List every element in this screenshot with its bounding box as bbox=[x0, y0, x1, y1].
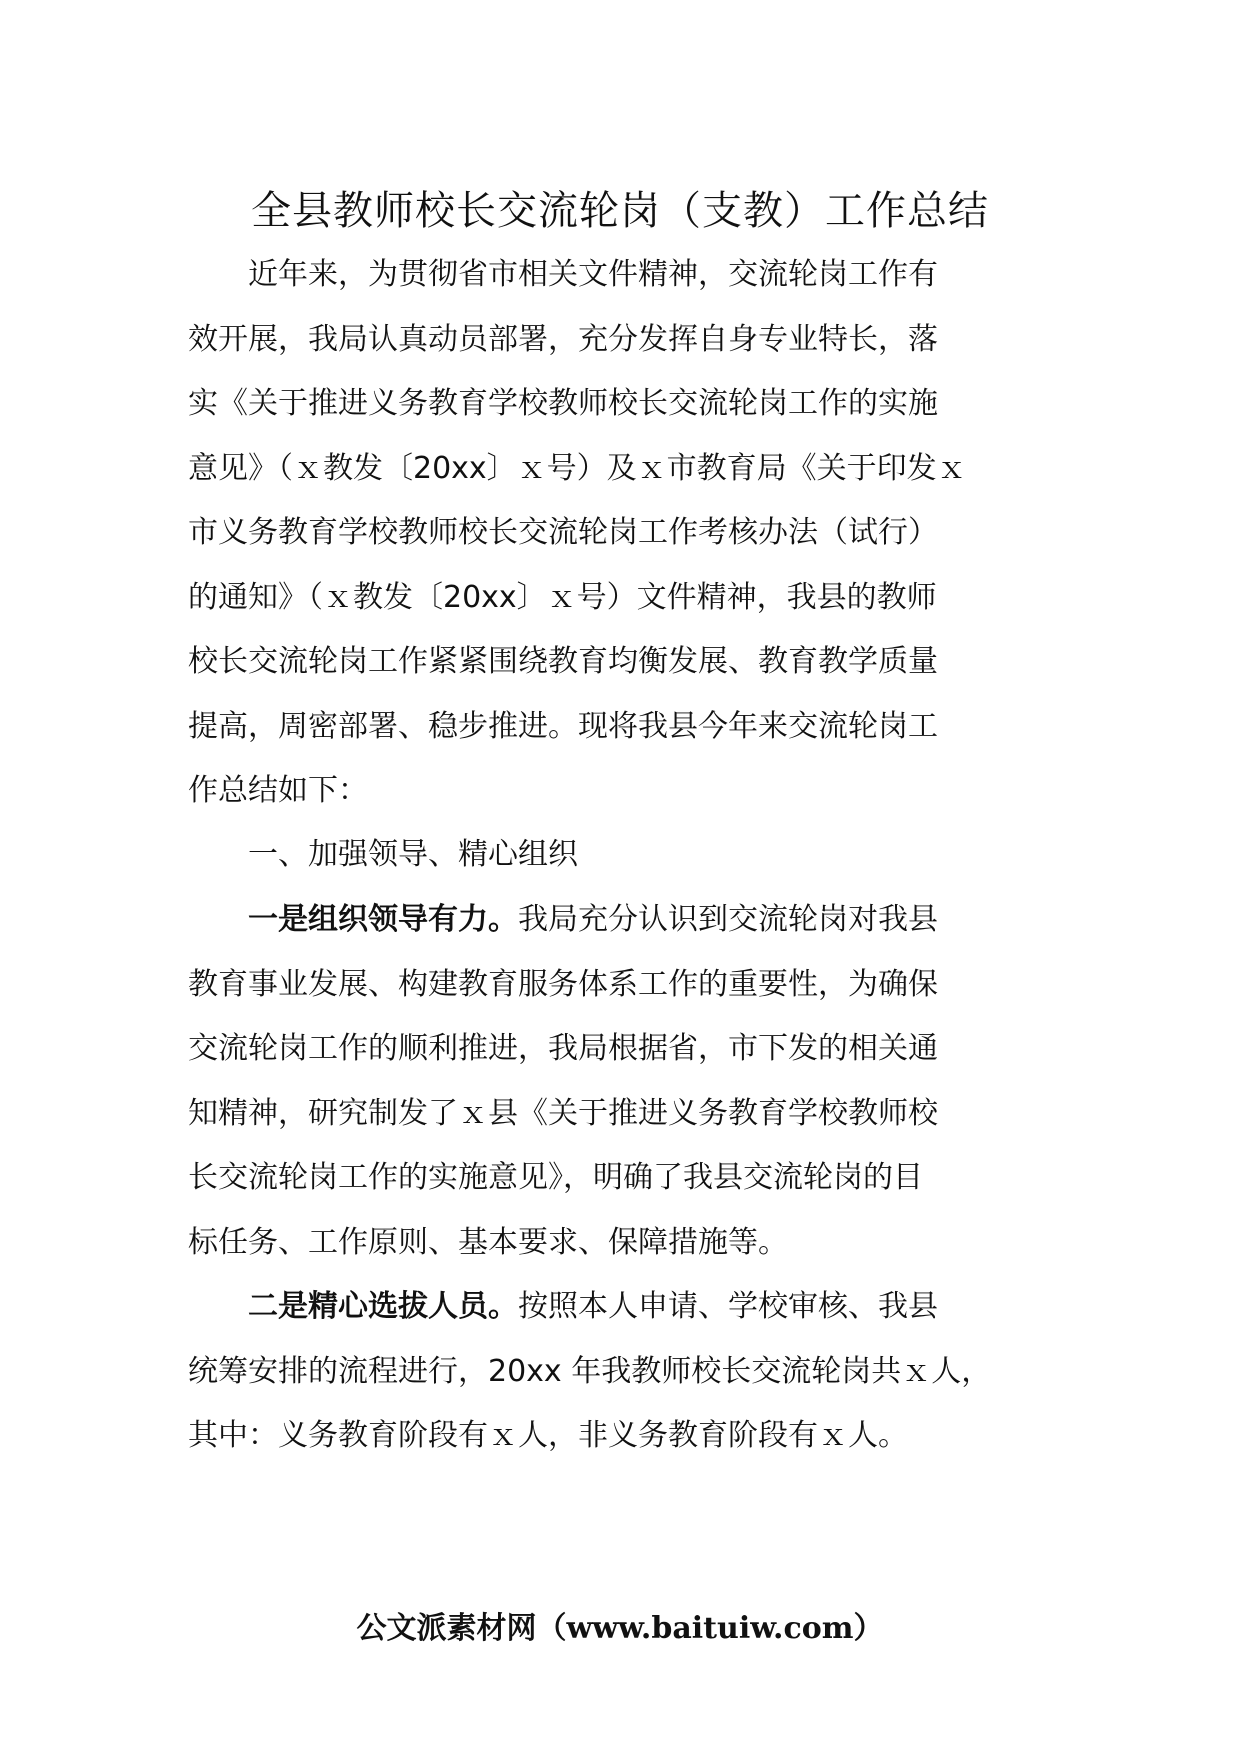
document-title: 全县教师校长交流轮岗（支教）工作总结 bbox=[251, 188, 989, 234]
section-heading-text: 一、加强领导、精心组织 bbox=[188, 837, 578, 872]
item1-line: 标任务、工作原则、基本要求、保障措施等。 bbox=[188, 1224, 788, 1260]
intro-paragraph bbox=[188, 243, 967, 824]
item1-line: 教育事业发展、构建教育服务体系工作的重要性，为确保 bbox=[188, 966, 938, 1002]
intro-line: 市义务教育学校教师校长交流轮岗工作考核办法（试行） bbox=[188, 515, 938, 550]
intro-line: 校长交流轮岗工作紧紧围绕教育均衡发展、教育教学质量 bbox=[188, 644, 938, 679]
item1-lead: 一是组织领导有力。 bbox=[188, 902, 518, 937]
item2-first-line bbox=[188, 1275, 991, 1340]
intro-line: 作总结如下： bbox=[188, 773, 368, 808]
item1-line: 知精神，研究制发了ｘ县《关于推进义务教育学校教师校 bbox=[188, 1095, 938, 1131]
item2-line: 其中：义务教育阶段有ｘ人，非义务教育阶段有ｘ人。 bbox=[188, 1418, 908, 1453]
section-heading bbox=[188, 823, 578, 888]
intro-line: 的通知》（ｘ教发〔20xx〕ｘ号）文件精神，我县的教师 bbox=[188, 579, 937, 615]
item2-lead: 二是精心选拔人员。 bbox=[188, 1289, 518, 1324]
footer-watermark: 公文派素材网（www.baituiw.com） bbox=[356, 1611, 884, 1646]
intro-line: 近年来，为贯彻省市相关文件精神，交流轮岗工作有 bbox=[188, 257, 938, 292]
item2-line: 统筹安排的流程进行，20xx 年我教师校长交流轮岗共ｘ人， bbox=[188, 1353, 992, 1389]
item1-line: 交流轮岗工作的顺利推进，我局根据省，市下发的相关通 bbox=[188, 1031, 938, 1066]
item2-paragraph bbox=[188, 1275, 991, 1469]
intro-line: 实《关于推进义务教育学校教师校长交流轮岗工作的实施 bbox=[188, 386, 938, 421]
intro-line: 效开展，我局认真动员部署，充分发挥自身专业特长，落 bbox=[188, 321, 938, 357]
item1-first-line-rest: 我局充分认识到交流轮岗对我县 bbox=[518, 902, 938, 937]
item2-first-line-rest: 按照本人申请、学校审核、我县 bbox=[518, 1289, 938, 1324]
item1-paragraph bbox=[188, 888, 938, 1275]
intro-line: 提高，周密部署、稳步推进。现将我县今年来交流轮岗工 bbox=[188, 708, 938, 744]
item1-first-line bbox=[188, 888, 938, 953]
intro-line: 意见》（ｘ教发〔20xx〕ｘ号）及ｘ市教育局《关于印发ｘ bbox=[188, 450, 967, 486]
item1-line: 长交流轮岗工作的实施意见》，明确了我县交流轮岗的目 bbox=[188, 1160, 923, 1195]
